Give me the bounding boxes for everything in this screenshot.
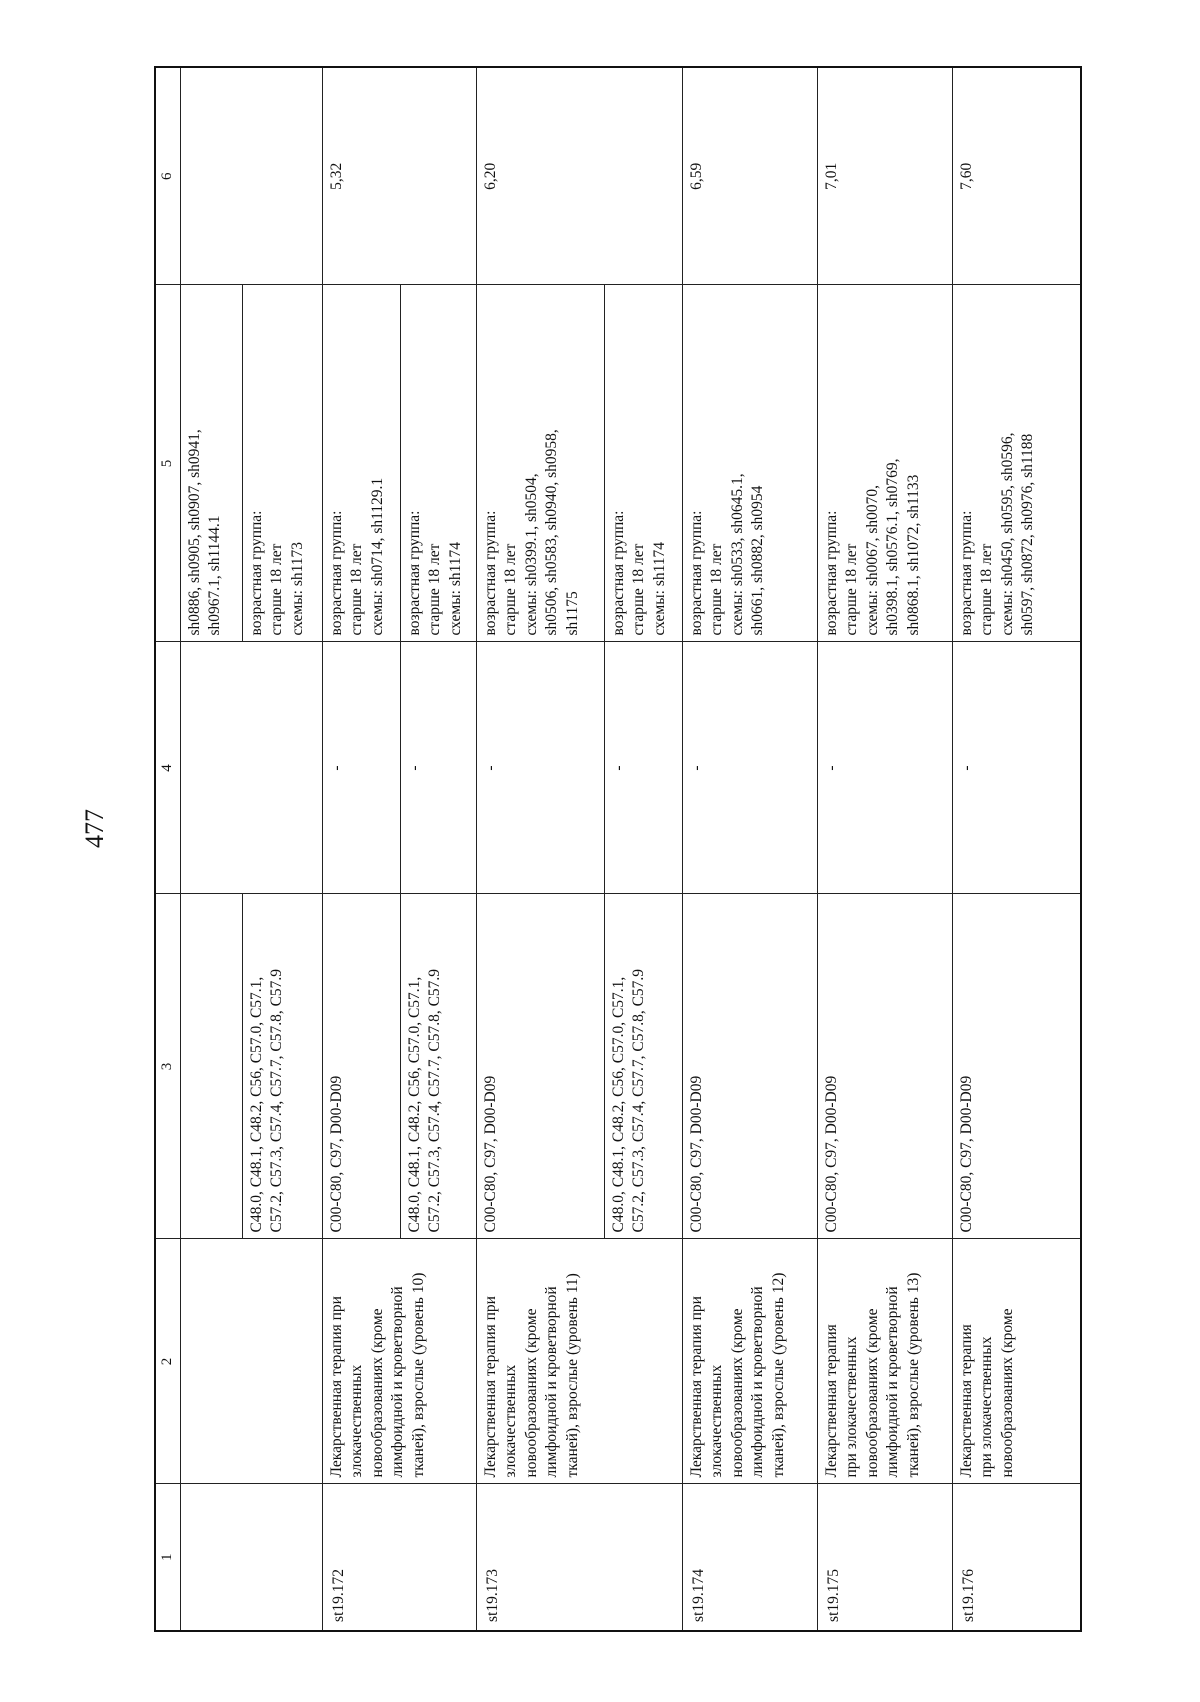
cont-col-5-top-line: sh0967.1, sh1144.1 bbox=[206, 515, 224, 636]
row-criteria-sub bbox=[400, 285, 476, 642]
row-name-line: новообразованиях (кроме bbox=[368, 1308, 386, 1478]
cont-col-2 bbox=[180, 1239, 322, 1484]
row-name-line: при злокачественных bbox=[978, 1336, 996, 1478]
cont-col-3-top bbox=[180, 894, 242, 1239]
row-criteria-line: старше 18 лет bbox=[426, 543, 444, 636]
table-row bbox=[952, 67, 1081, 1631]
row-criteria-line: sh1175 bbox=[563, 591, 581, 636]
header-col-1: 1 bbox=[155, 1484, 180, 1631]
row-name bbox=[817, 1239, 952, 1484]
table-row bbox=[322, 67, 400, 1631]
header-col-2: 2 bbox=[155, 1239, 180, 1484]
row-col-4 bbox=[476, 642, 604, 894]
row-name-line: злокачественных bbox=[708, 1364, 726, 1478]
table-row bbox=[476, 67, 604, 1631]
row-criteria-line: sh0398.1, sh0576.1, sh0769, bbox=[884, 458, 902, 636]
row-criteria-line: возрастная группа: bbox=[609, 510, 627, 636]
row-icd-codes bbox=[952, 894, 1081, 1239]
row-criteria-line: старше 18 лет bbox=[348, 543, 366, 636]
cont-col-5-bottom-line: схемы: sh1173 bbox=[288, 541, 306, 636]
header-col-4: 4 bbox=[155, 642, 180, 894]
row-criteria bbox=[682, 285, 817, 642]
row-icd-line: C00-C80, C97, D00-D09 bbox=[957, 1075, 975, 1233]
row-name-line: злокачественных bbox=[502, 1364, 520, 1478]
dash-mark: - bbox=[405, 765, 423, 771]
row-icd-codes bbox=[682, 894, 817, 1239]
row-criteria-line: возрастная группа: bbox=[481, 510, 499, 636]
row-code: st19.172 bbox=[322, 1484, 476, 1631]
row-criteria-line: возрастная группа: bbox=[687, 510, 705, 636]
row-icd-codes bbox=[476, 894, 604, 1239]
row-name-line: Лекарственная терапия bbox=[957, 1324, 975, 1478]
row-col-4-sub bbox=[604, 642, 682, 894]
row-coefficient: 6,20 bbox=[476, 67, 682, 285]
row-criteria-line: возрастная группа: bbox=[957, 510, 975, 636]
row-name-line: Лекарственная терапия при bbox=[327, 1296, 345, 1478]
row-criteria-line: sh0506, sh0583, sh0940, sh0958, bbox=[543, 429, 561, 636]
row-name-line: Лекарственная терапия при bbox=[687, 1296, 705, 1478]
row-code: st19.174 bbox=[682, 1484, 817, 1631]
row-criteria-line: схемы: sh0450, sh0595, sh0596, bbox=[998, 432, 1016, 636]
row-name-line: тканей), взрослые (уровень 11) bbox=[563, 1273, 581, 1478]
row-name bbox=[476, 1239, 682, 1484]
row-icd-codes bbox=[817, 894, 952, 1239]
row-code: st19.175 bbox=[817, 1484, 952, 1631]
row-col-4 bbox=[952, 642, 1081, 894]
row-criteria-line: схемы: sh0714, sh1129.1 bbox=[368, 477, 386, 636]
cont-col-3-line: C57.2, C57.3, C57.4, C57.7, C57.8, C57.9 bbox=[268, 968, 286, 1233]
row-icd-line: C48.0, C48.1, C48.2, C56, C57.0, C57.1, bbox=[405, 976, 423, 1233]
header-col-3: 3 bbox=[155, 894, 180, 1239]
row-name-line: лимфоидной и кроветворной bbox=[749, 1286, 767, 1478]
cont-col-5-bottom-line: возрастная группа: bbox=[247, 510, 265, 636]
row-name-line: новообразованиях (кроме bbox=[728, 1308, 746, 1478]
continuation-row-top bbox=[180, 67, 242, 1631]
cont-col-3-line: C48.0, C48.1, C48.2, C56, C57.0, C57.1, bbox=[247, 976, 265, 1233]
row-icd-line: C00-C80, C97, D00-D09 bbox=[687, 1075, 705, 1233]
row-icd-line: C00-C80, C97, D00-D09 bbox=[327, 1075, 345, 1233]
row-criteria-line: возрастная группа: bbox=[822, 510, 840, 636]
dash-mark: - bbox=[822, 765, 840, 771]
row-code: st19.173 bbox=[476, 1484, 682, 1631]
row-icd-codes-sub bbox=[400, 894, 476, 1239]
cont-col-5-top-line: sh0886, sh0905, sh0907, sh0941, bbox=[185, 429, 203, 636]
row-icd-line: C48.0, C48.1, C48.2, C56, C57.0, C57.1, bbox=[609, 976, 627, 1233]
row-coefficient: 5,32 bbox=[322, 67, 476, 285]
row-criteria-line: старше 18 лет bbox=[978, 543, 996, 636]
row-name-line: новообразованиях (кроме bbox=[522, 1308, 540, 1478]
row-name-line: лимфоидной и кроветворной bbox=[543, 1286, 561, 1478]
row-criteria bbox=[322, 285, 400, 642]
row-criteria-line: старше 18 лет bbox=[708, 543, 726, 636]
header-col-5: 5 bbox=[155, 285, 180, 642]
rotated-table-frame bbox=[154, 68, 1082, 1632]
row-coefficient: 6,59 bbox=[682, 67, 817, 285]
dash-mark: - bbox=[481, 765, 499, 771]
row-criteria-line: схемы: sh0533, sh0645.1, bbox=[728, 473, 746, 636]
row-criteria-line: схемы: sh0399.1, sh0504, bbox=[522, 473, 540, 636]
row-criteria bbox=[817, 285, 952, 642]
cont-col-5-bottom bbox=[242, 285, 322, 642]
row-name-line: тканей), взрослые (уровень 10) bbox=[409, 1272, 427, 1478]
row-name-line: Лекарственная терапия при bbox=[481, 1296, 499, 1478]
header-row bbox=[155, 67, 180, 1631]
row-col-4 bbox=[322, 642, 400, 894]
row-name-line: злокачественных bbox=[348, 1364, 366, 1478]
row-coefficient: 7,01 bbox=[817, 67, 952, 285]
row-col-4 bbox=[817, 642, 952, 894]
cont-col-5-top bbox=[180, 285, 242, 642]
row-criteria bbox=[476, 285, 604, 642]
cont-col-3-bottom bbox=[242, 894, 322, 1239]
row-col-4-sub bbox=[400, 642, 476, 894]
row-name-line: лимфоидной и кроветворной bbox=[884, 1286, 902, 1478]
table-row bbox=[817, 67, 952, 1631]
tariff-table bbox=[154, 66, 1082, 1632]
row-name-line: тканей), взрослые (уровень 12) bbox=[769, 1272, 787, 1478]
row-icd-line: C57.2, C57.3, C57.4, C57.7, C57.8, C57.9 bbox=[630, 968, 648, 1233]
row-criteria-line: старше 18 лет bbox=[630, 543, 648, 636]
row-name bbox=[322, 1239, 476, 1484]
row-name-line: новообразованиях (кроме bbox=[863, 1308, 881, 1478]
row-name bbox=[682, 1239, 817, 1484]
row-criteria-line: возрастная группа: bbox=[405, 510, 423, 636]
row-name bbox=[952, 1239, 1081, 1484]
header-col-6: 6 bbox=[155, 67, 180, 285]
row-criteria-line: возрастная группа: bbox=[327, 510, 345, 636]
table-row bbox=[682, 67, 817, 1631]
row-name-line: новообразованиях (кроме bbox=[998, 1308, 1016, 1478]
row-icd-codes-sub bbox=[604, 894, 682, 1239]
row-criteria-line: схемы: sh1174 bbox=[650, 541, 668, 636]
row-criteria-sub bbox=[604, 285, 682, 642]
row-name-line: тканей), взрослые (уровень 13) bbox=[904, 1272, 922, 1478]
row-criteria-line: старше 18 лет bbox=[843, 543, 861, 636]
row-criteria-line: sh0868.1, sh1072, sh1133 bbox=[904, 474, 922, 636]
row-name-line: лимфоидной и кроветворной bbox=[389, 1286, 407, 1478]
row-icd-codes bbox=[322, 894, 400, 1239]
row-col-4 bbox=[682, 642, 817, 894]
row-criteria bbox=[952, 285, 1081, 642]
page-number: 477 bbox=[80, 809, 109, 848]
cont-col-1 bbox=[180, 1484, 322, 1631]
cont-col-6 bbox=[180, 67, 322, 285]
row-criteria-line: sh0597, sh0872, sh0976, sh1188 bbox=[1019, 433, 1037, 636]
row-name-line: при злокачественных bbox=[843, 1336, 861, 1478]
cont-col-4 bbox=[180, 642, 322, 894]
row-code: st19.176 bbox=[952, 1484, 1081, 1631]
dash-mark: - bbox=[687, 765, 705, 771]
dash-mark: - bbox=[957, 765, 975, 771]
row-name-line: Лекарственная терапия bbox=[822, 1324, 840, 1478]
row-icd-line: C00-C80, C97, D00-D09 bbox=[481, 1075, 499, 1233]
dash-mark: - bbox=[327, 765, 345, 771]
row-criteria-line: sh0661, sh0882, sh0954 bbox=[749, 485, 767, 636]
cont-col-5-bottom-line: старше 18 лет bbox=[268, 543, 286, 636]
dash-mark: - bbox=[609, 765, 627, 771]
row-criteria-line: схемы: sh0067, sh0070, bbox=[863, 484, 881, 636]
row-criteria-line: схемы: sh1174 bbox=[446, 541, 464, 636]
row-criteria-line: старше 18 лет bbox=[502, 543, 520, 636]
row-icd-line: C00-C80, C97, D00-D09 bbox=[822, 1075, 840, 1233]
row-icd-line: C57.2, C57.3, C57.4, C57.7, C57.8, C57.9 bbox=[426, 968, 444, 1233]
row-coefficient: 7,60 bbox=[952, 67, 1081, 285]
